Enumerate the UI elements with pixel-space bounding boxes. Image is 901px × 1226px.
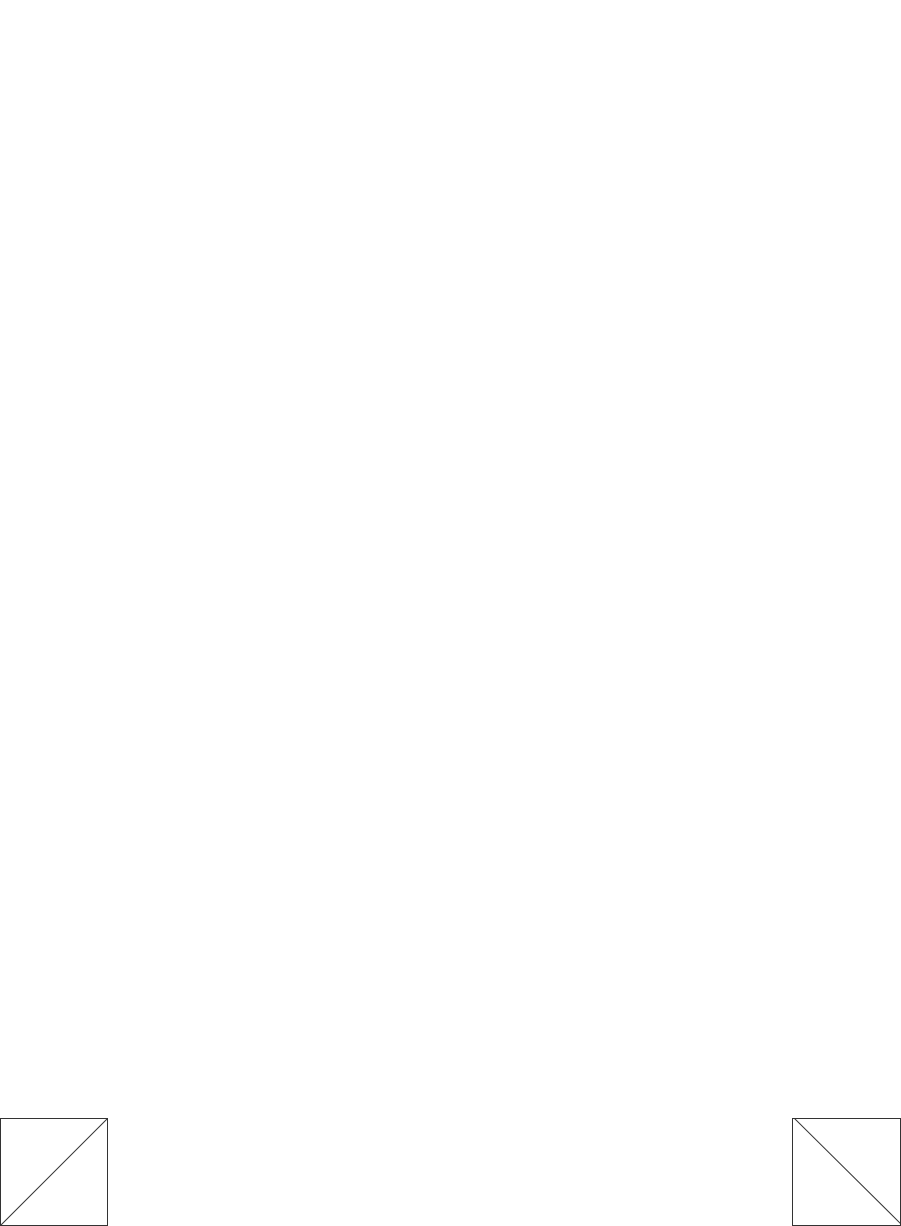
column-footer-row	[792, 0, 901, 1226]
column-header-row	[0, 0, 108, 1226]
corner-top-left	[0, 1118, 108, 1226]
corner-top-right	[792, 1118, 901, 1226]
